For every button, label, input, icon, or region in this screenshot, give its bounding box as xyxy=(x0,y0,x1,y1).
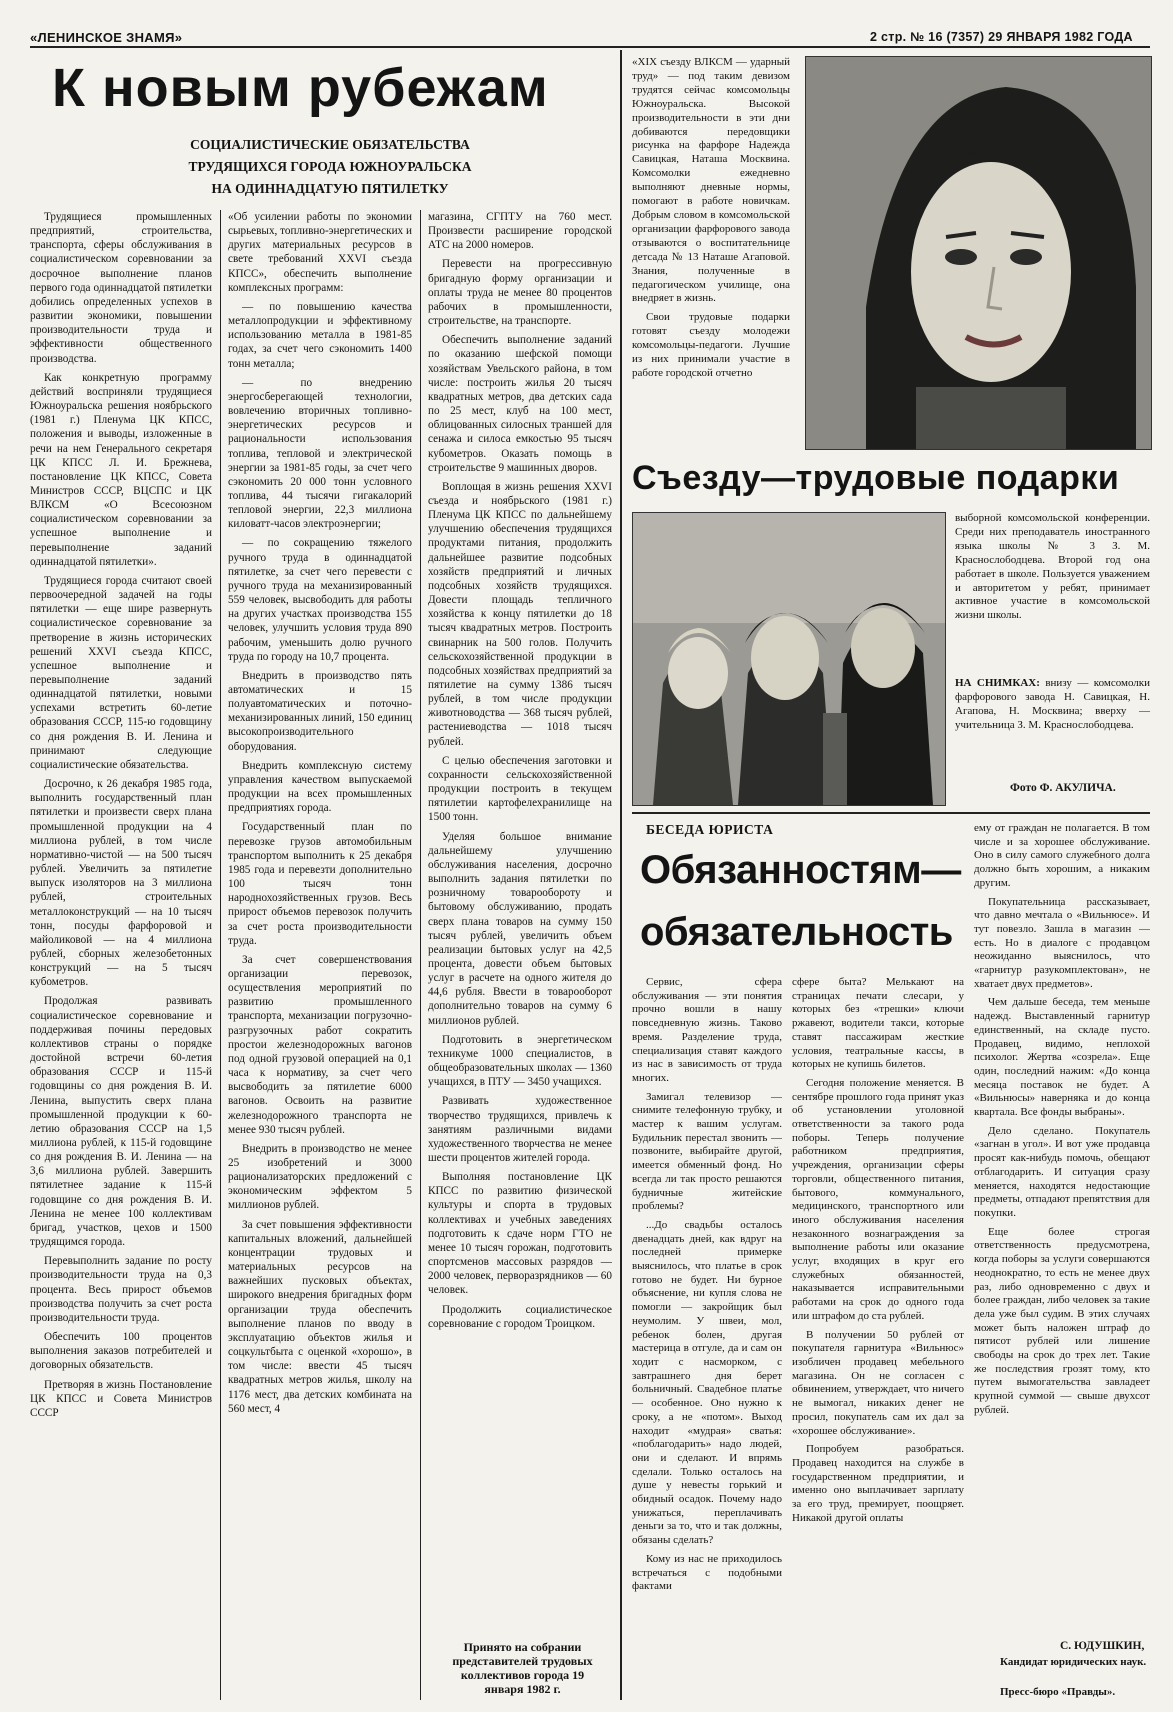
article1-column-3 xyxy=(428,210,612,1640)
article3-column-3 xyxy=(974,822,1150,1626)
paragraph: — по повышению качества металлопродукции и эффективному использованию металла в 1981-85 годах, за счет чего сэкономить 1400 тонн металла; xyxy=(228,300,412,370)
article3-column-2 xyxy=(792,976,964,1700)
paragraph: Перевыполнить задание по росту производительности труда на 0,3 процента. Весь прирост объемов производства получить за счет роста производительности труда. xyxy=(30,1255,212,1324)
author-name: С. ЮДУШКИН, xyxy=(1060,1640,1145,1652)
photo-teacher-image xyxy=(806,57,1151,449)
article3-title-line-1: Обязанностям— xyxy=(640,848,961,892)
article1-title: К новым рубежам xyxy=(52,58,549,118)
paragraph: Досрочно, к 26 декабря 1985 года, выполнить государственный план пятилетки и произвести сверх плана промышленной продукции на 4 миллиона рублей, в том числе нормативно-чистой — на 500 тысяч рублей. Увеличить за пятилетие выпуск изоляторов на 3 миллиона рублей, строительных металлоконструкций — на 10 тысяч тонн, посуды фарфоровой и майоликовой — на 4 миллиона рублей, сборных железобетонных конструкций — на 5 тысяч кубометров. xyxy=(30,778,212,989)
photo-komsomol-workers-image xyxy=(633,513,945,805)
paragraph: Обеспечить выполнение заданий по оказанию шефской помощи хозяйствам Увельского района, в том числе: построить жилья 20 тысяч квадратных метров, два детских сада по 25 мест, клуб на 100 мест, облицованных силосных траншей для сенажа и силоса емкостью 95 тысяч кубометров. Оказать помощь в строительстве 9 машинных дворов. xyxy=(428,334,612,474)
paragraph: Выполняя постановление ЦК КПСС по развитию физической культуры и спорта в трудовых коллективах и учебных заведениях подготовить к сдаче норм ГТО не менее 10 тысяч горожан, подготовить спортсменов массовых разрядов — 2000 человек, перворазрядников — 60 человек. xyxy=(428,1171,612,1297)
paragraph: Еще более строгая ответственность предусмотрена, когда поборы за услуги совершаются неоднократно, то есть не менее двух раз, либо одновременно с двух и более граждан, либо человек за такие дела уже был судим. В этих случаях может быть наложен штраф до пятисот рублей или лишение свободы на срок до трех лет. Такие же последствия грозят тому, кто путем вымогательства завладеет крупной суммой — свыше двухсот рублей. xyxy=(974,1225,1150,1416)
paragraph: Уделяя большое внимание дальнейшему улучшению обслуживания населения, досрочно выполнить задания пятилетки по розничному товарообороту и бытовому обслуживанию, продать сверх плана товаров на сумму 150 тысяч рублей, увеличить объем реализации бытовых услуг на 42,5 процента, довести объем бытовых услуг в расчете на одного жителя до 44,6 рубля. Ввести в товарооборот дополнительно товаров на сумму 6 миллионов рублей. xyxy=(428,830,612,1027)
article2-title: Съезду—трудовые подарки xyxy=(632,459,1120,497)
paragraph: Попробуем разобраться. Продавец находится на службе в государственном предприятии, и именно оно выплачивает зарплату за его труд, премирует, поощряет. Никакой другой оплаты xyxy=(792,1443,964,1524)
masthead-paper: «ЛЕНИНСКОЕ ЗНАМЯ» xyxy=(30,30,183,45)
paragraph: Как конкретную программу действий восприняли трудящиеся Южноуральска решения ноябрьского (1981 г.) Пленума ЦК КПСС, положения и выводы, изложенные в речи на нем Генерального секретаря ЦК КПСС Л. И. Брежнева, постановление ЦК КПСС, Совета Министров СССР, ВЦСПС и ЦК ВЛКСМ «О Всесоюзном социалистическом соревновании за успешное выполнение и перевыполнение заданий одиннадцатой пятилетки». xyxy=(30,371,212,568)
subtitle-line-2: ТРУДЯЩИХСЯ ГОРОДА ЮЖНОУРАЛЬСКА xyxy=(188,159,472,174)
photo-teacher xyxy=(805,56,1152,450)
paragraph: — по внедрению энергосберегающей технологии, вовлечению вторичных топливно-энергетических ресурсов и рациональности использования топлива, тепловой и электрической энергии за 1981-85 годы, за счет чего сэкономить 20 000 тонн условного топлива, 44 тысячи гигакалорий тепловой энергии, 22,3 миллиона киловатт-часов электроэнергии; xyxy=(228,376,412,531)
paragraph: Перевести на прогрессивную бригадную форму организации и оплаты труда не менее 80 процентов рабочих в промышленности, строительстве, на транспорте. xyxy=(428,258,612,328)
paragraph: Претворяя в жизнь Постановление ЦК КПСС и Совета Министров СССР xyxy=(30,1378,212,1419)
article3-title-line-2: обязательность xyxy=(640,910,953,954)
article3-column-1 xyxy=(632,976,782,1700)
article1-subtitle xyxy=(150,134,510,200)
photo-caption xyxy=(955,676,1150,732)
press-source: Пресс-бюро «Правды». xyxy=(1000,1686,1116,1698)
paragraph: Внедрить в производство пять автоматических и 15 полуавтоматических и поточно-механизированных линий, 150 единиц высокопроизводительного оборудования. xyxy=(228,669,412,753)
paragraph: Государственный план по перевозке грузов автомобильным транспортом выполнить к 25 декабря 1985 года и перевезти дополнительно 100 тысяч тонн народнохозяйственных грузов. Весь прирост объемов перевозок получить за счет роста производительности труда. xyxy=(228,821,412,947)
paragraph: За счет повышения эффективности капитальных вложений, дальнейшей концентрации трудовых и материальных ресурсов на важнейших пусковых объектах, широкого внедрения бригадных форм организации труда обеспечить выполнение планов по вводу в эксплуатацию объектов жилья и соцкультбыта с оценкой «хорошо», в том числе: ввести 45 тысяч квадратных метров жилья, школу на 1176 мест, два детских комбината на 560 мест, 4 xyxy=(228,1218,412,1415)
page-divider xyxy=(620,50,622,1700)
column-rule xyxy=(220,210,221,1700)
paragraph: Трудящиеся промышленных предприятий, строительства, транспорта, сферы обслуживания в социалистическом соревновании за досрочное выполнение планов первого года одиннадцатой пятилетки добились определенных успехов в развитии экономики, повышении производительности труда и эффективности общественного производства. xyxy=(30,211,212,365)
paragraph: Продолжая развивать социалистическое соревнование и поддерживая почины передовых коллективов страны о порядке достойной встречи 60-летия образования СССР и 115-й годовщины со дня рождения В. И. Ленина, выпустить сверх плана промышленной продукции к 60-летию образования СССР на 1,5 миллиона рублей, к 115-й годовщине со дня рождения В. И. Ленина — на 3,6 миллиона рублей. Завершить пятилетнее задание к 115-й годовщине со дня рождения В. И. Ленина не менее 100 коллективам бригад, участков, цехов и 1500 трудящимся города. xyxy=(30,995,212,1249)
paragraph: С целью обеспечения заготовки и сохранности сельскохозяйственной продукции построить в текущем пятилетии картофелехранилище на 1500 тонн. xyxy=(428,754,612,824)
paragraph: магазина, СГПТУ на 760 мест. Произвести расширение городской АТС на 2000 номеров. xyxy=(428,211,612,252)
paragraph: Кому из нас не приходилось встречаться с подобными фактами xyxy=(632,1552,782,1593)
article1-column-2 xyxy=(228,210,412,1700)
paragraph: Дело сделано. Покупатель «загнан в угол». И вот уже продавца просят как-нибудь помочь, обещают отблагодарить. И ситуация сразу меняется, находятся недостающие предметы, отпадают препятствия для покупки. xyxy=(974,1124,1150,1219)
paragraph: Покупательница рассказывает, что давно мечтала о «Вильнюсе». И тут повезло. Зашла в магазин — есть. Но в диалоге с продавцом неожиданно выяснилось, что «гарнитур разукомплектован», не хватает двух предметов». xyxy=(974,895,1150,990)
adopted-note: Принято на собрании представителей трудовых коллективов города 19 января 1982 г. xyxy=(452,1640,593,1696)
caption-label: НА СНИМКАХ: xyxy=(955,677,1040,689)
paragraph: Подготовить в энергетическом техникуме 1000 специалистов, в общеобразовательных школах — 1360 учащихся, в ПТУ — 3450 учащихся. xyxy=(428,1033,612,1089)
paragraph: В получении 50 рублей от покупателя гарнитура «Вильнюс» изобличен продавец мебельного магазина. Он не согласен с обвинением, утверждает, что ничего не вымогал, никаких денег не просил, покупатель сам их дал за «хорошее обслуживание». xyxy=(792,1328,964,1437)
article2-intro xyxy=(632,56,790,456)
photo-komsomol-workers xyxy=(632,512,946,806)
paragraph: Внедрить комплексную систему управления качеством выпускаемой продукции на всех промышленных предприятиях города. xyxy=(228,759,412,815)
paragraph: Замигал телевизор — снимите телефонную трубку, и мастер к вашим услугам. Будильник перестал звонить — позвоните, выбирайте другой, имеется обменный фонд. Но всегда ли так просто решаются будничные житейские проблемы? xyxy=(632,1090,782,1213)
paragraph: ему от граждан не полагается. В том числе и за хорошее обслуживание. Оно в силу самого служебного долга должно быть хорошим, а никаким другим. xyxy=(974,822,1150,889)
photo-credit: Фото Ф. АКУЛИЧА. xyxy=(1010,782,1116,794)
paragraph: Обеспечить 100 процентов выполнения заказов потребителей и договорных обязательств. xyxy=(30,1331,212,1372)
paragraph: Развивать художественное творчество трудящихся, привлечь к занятиям различными видами художественного творчества не менее шести процентов жителей города. xyxy=(428,1095,612,1164)
paragraph: «XIX съезду ВЛКСМ — ударный труд» — под таким девизом трудятся сейчас комсомольцы Южноуральска. Высокой производительности в эти дни добиваются передовщики рисунка на фарфоре Надежда Савицкая, Наташа Москвина. Комсомолки ежедневно выполняют дневные нормы, помогают в работе новичкам. Добрым словом в комсомольской организации фарфорового завода отзываются о воспитательнице детсада № 13 Наташе Агаповой. Знания, полученные в педагогическом училище, она внедряет в жизнь. xyxy=(632,56,790,305)
column-rule xyxy=(420,210,421,1700)
paragraph: — по сокращению тяжелого ручного труда в одиннадцатой пятилетке, за счет чего перевести с ручного труда на механизированный 559 человек, высвободить для работы на других участках производства 155 человек, улучшить условия труда 890 рабочим, уменьшить долю ручного труда по городу на 10,7 процента. xyxy=(228,537,412,663)
caption-text: внизу — комсомолки фарфорового завода Н. Савицкая, Н. Агапова, Н. Москвина; вверху — учительница З. М. Краснослободцева. xyxy=(955,677,1151,731)
section-rule xyxy=(632,812,1150,814)
paragraph: сфере быта? Мелькают на страницах печати слесари, у которых без «трешки» ключи ржавеют, водители такси, которые ставят пассажирам жесткие условия, театральные кассы, в которых не купишь билетов. xyxy=(792,976,964,1071)
masthead-rule xyxy=(30,46,1150,48)
paragraph: Сегодня положение меняется. В сентябре прошлого года принят указ об установлении уголовной ответственности за такого рода поборы. Теперь получение работником предприятия, учреждения, организации сферы торговли, общественного питания, бытового, коммунального, медицинского, транспортного или иного обслуживания населения незаконного вознаграждения за выполнение работы или оказание услуг, входящих в круг его служебных обязанностей, наказывается исправительными работами на срок до одного года или штрафом до ста рублей. xyxy=(792,1076,964,1322)
paragraph: ...До свадьбы осталось двенадцать дней, как вдруг на последней примерке выяснилось, что платье в срок готово не будет. Ни бурное объяснение, ни купля слова не помогли — закройщик был неумолим. У швеи, мол, ребенок болен, другая мастерица в отгуле, да и сам он ходит с насморком, с завтрашнего дня берет больничный. Свадебное платье — особенное. Оно нужно к сроку, а не «потом». Выход находит «мудрая» сватья: «поблагодарить» надо людей, они и сделают. И впрямь сделали. Только осталось на душе у невесты горький и обидный осадок. Почему надо унижаться, переплачивать деньги за то, что и так должны, обязаны сделать? xyxy=(632,1218,782,1547)
paragraph: Трудящиеся города считают своей первоочередной задачей на годы пятилетки — еще шире развернуть социалистическое соревнование за претворение в жизнь исторических решений XXVI съезда КПСС, успешное выполнение и перевыполнение заданий одиннадцатой пятилетки, новыми успехами встретить 60-летие образования СССР, 115-ю годовщину со дня рождения В. И. Ленина и принимают следующие социалистические обязательства. xyxy=(30,574,212,771)
author-title: Кандидат юридических наук. xyxy=(1000,1656,1147,1668)
article3-rubric: БЕСЕДА ЮРИСТА xyxy=(646,822,774,837)
paragraph: Воплощая в жизнь решения XXVI съезда и ноябрьского (1981 г.) Пленума ЦК КПСС по дальнейшему улучшению обеспечения трудящихся продуктами питания, продолжить дальнейшее развитие подсобных хозяйств предприятий и личных подсобных хозяйств трудящихся. Довести площадь тепличного хозяйства к концу пятилетки до 18 тысяч квадратных метров. Построить свинарник на 500 голов. Получить сельскохозяйственной продукции в подсобных хозяйствах предприятий за пятилетие на сумму 1386 тысяч рублей, в том числе продукции животноводства — 368 тысяч рублей, растениеводства — 1018 тысяч рублей. xyxy=(428,480,612,748)
subtitle-line-1: СОЦИАЛИСТИЧЕСКИЕ ОБЯЗАТЕЛЬСТВА xyxy=(190,137,470,152)
paragraph: Сервис, сфера обслуживания — эти понятия прочно вошли в нашу повседневную жизнь. Таково время. Разделение труда, специализация ставят каждого из нас в зависимость от труда многих. xyxy=(632,976,782,1084)
masthead-issue: 2 стр. № 16 (7357) 29 ЯНВАРЯ 1982 ГОДА xyxy=(870,30,1133,44)
paragraph: Внедрить в производство не менее 25 изобретений и 3000 рационализаторских предложений с экономическим эффектом 5 миллионов рублей. xyxy=(228,1142,412,1212)
paragraph: Продолжить социалистическое соревнование с городом Троицком. xyxy=(428,1303,612,1330)
paragraph: Свои трудовые подарки готовят съезду молодежи комсомольцы-педагоги. Лучшие из них принимали участие в работе городской отчетно xyxy=(632,311,790,379)
subtitle-line-3: НА ОДИННАДЦАТУЮ ПЯТИЛЕТКУ xyxy=(211,181,449,196)
paragraph: Чем дальше беседа, тем меньше надежд. Выставленный гарнитур единственный, на складе пусто. Продавец, видимо, неплохой психолог. Жертва «созрела». Еще один, последний нажим: «До конца месяца поставок не будет. А «Вильнюсы» наверняка и до конца квартала. Все фонды выбраны». xyxy=(974,996,1150,1119)
article1-column-1 xyxy=(30,210,212,1700)
paragraph: выборной комсомольской конференции. Среди них преподаватель иностранного языка школы № 3 З. М. Краснослободцева. Второй год она работает в школе. Пользуется уважением и авторитетом у ребят, принимает активное участие в комсомольской жизни школы. xyxy=(955,512,1150,622)
article2-continuation xyxy=(955,512,1150,652)
paragraph: «Об усилении работы по экономии сырьевых, топливно-энергетических и других материальных ресурсов в свете требований XXVI съезда КПСС», обеспечить выполнение комплексных программ: xyxy=(228,211,412,294)
paragraph: За счет совершенствования организации перевозок, осуществления мероприятий по развитию промышленного транспорта, механизации погрузочно-разгрузочных работ сократить простои железнодорожных вагонов под одной грузовой операцией на 0,1 часа к нормативу, за счет чего высвободить за пятилетие 6000 вагонов. Освоить на развитие железнодорожного транспорта не менее 930 тысяч рублей. xyxy=(228,953,412,1136)
